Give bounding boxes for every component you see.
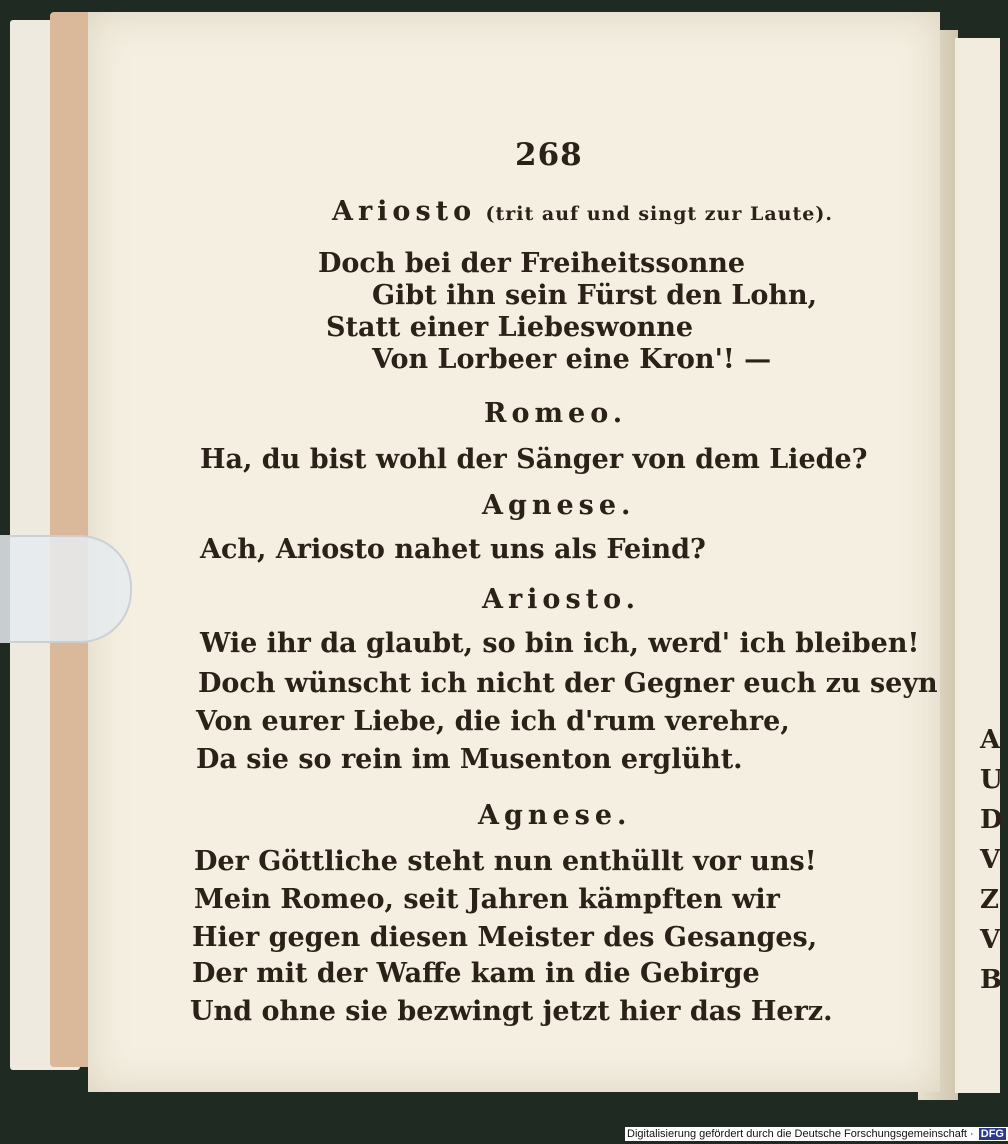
right-page-letter: Z: [980, 885, 999, 915]
dialogue-line: Doch wünscht ich nicht der Gegner euch zu seyn: [198, 668, 938, 699]
right-page-letter: D: [980, 805, 1003, 835]
dialogue-line: Mein Romeo, seit Jahren kämpften wir: [194, 884, 780, 915]
verse-line: Von Lorbeer eine Kron'! —: [372, 344, 772, 375]
dialogue-line: Hier gegen diesen Meister des Gesanges,: [192, 922, 818, 953]
right-page-letter: V: [980, 925, 1001, 955]
dialogue-line: Ha, du bist wohl der Sänger von dem Liede?: [200, 444, 868, 475]
dialogue-line: Wie ihr da glaubt, so bin ich, werd' ich bleiben!: [200, 628, 920, 659]
dialogue-line: Da sie so rein im Musenton erglüht.: [196, 744, 743, 775]
page-number: 268: [515, 137, 583, 173]
stage-direction: (trit auf und singt zur Laute).: [485, 203, 833, 225]
right-page-letter: A: [980, 725, 1001, 755]
speaker-agnese: Agnese.: [478, 800, 632, 831]
dfg-logo: DFG: [980, 1128, 1004, 1140]
dialogue-line: Und ohne sie bezwingt jetzt hier das Herz.: [190, 996, 833, 1027]
speaker-agnese: Agnese.: [482, 490, 636, 521]
right-page-letter: V: [980, 845, 1001, 875]
right-page-letters: [980, 720, 1003, 1000]
dialogue-line: Ach, Ariosto nahet uns als Feind?: [200, 534, 706, 565]
dialogue-line: Von eurer Liebe, die ich d'rum verehre,: [196, 706, 790, 737]
speaker-ariosto: Ariosto.: [482, 584, 641, 615]
dialogue-line: Der Göttliche steht nun enthüllt vor uns!: [194, 846, 817, 877]
heading: [332, 196, 833, 227]
verse-line: Gibt ihn sein Fürst den Lohn,: [372, 280, 818, 311]
right-page-letter: B: [980, 965, 1002, 995]
footer-text: Digitalisierung gefördert durch die Deutsche Forschungsgemeinschaft ·: [627, 1128, 974, 1140]
speaker-ariosto: Ariosto: [332, 196, 477, 227]
dfg-footer: [625, 1127, 1008, 1141]
page-clip: [0, 535, 132, 643]
speaker-romeo: Romeo.: [484, 398, 628, 429]
dialogue-line: Der mit der Waffe kam in die Gebirge: [192, 958, 760, 989]
verse-line: Doch bei der Freiheitssonne: [318, 248, 746, 279]
verse-line: Statt einer Liebeswonne: [326, 312, 694, 343]
right-page-letter: U: [980, 765, 1003, 795]
